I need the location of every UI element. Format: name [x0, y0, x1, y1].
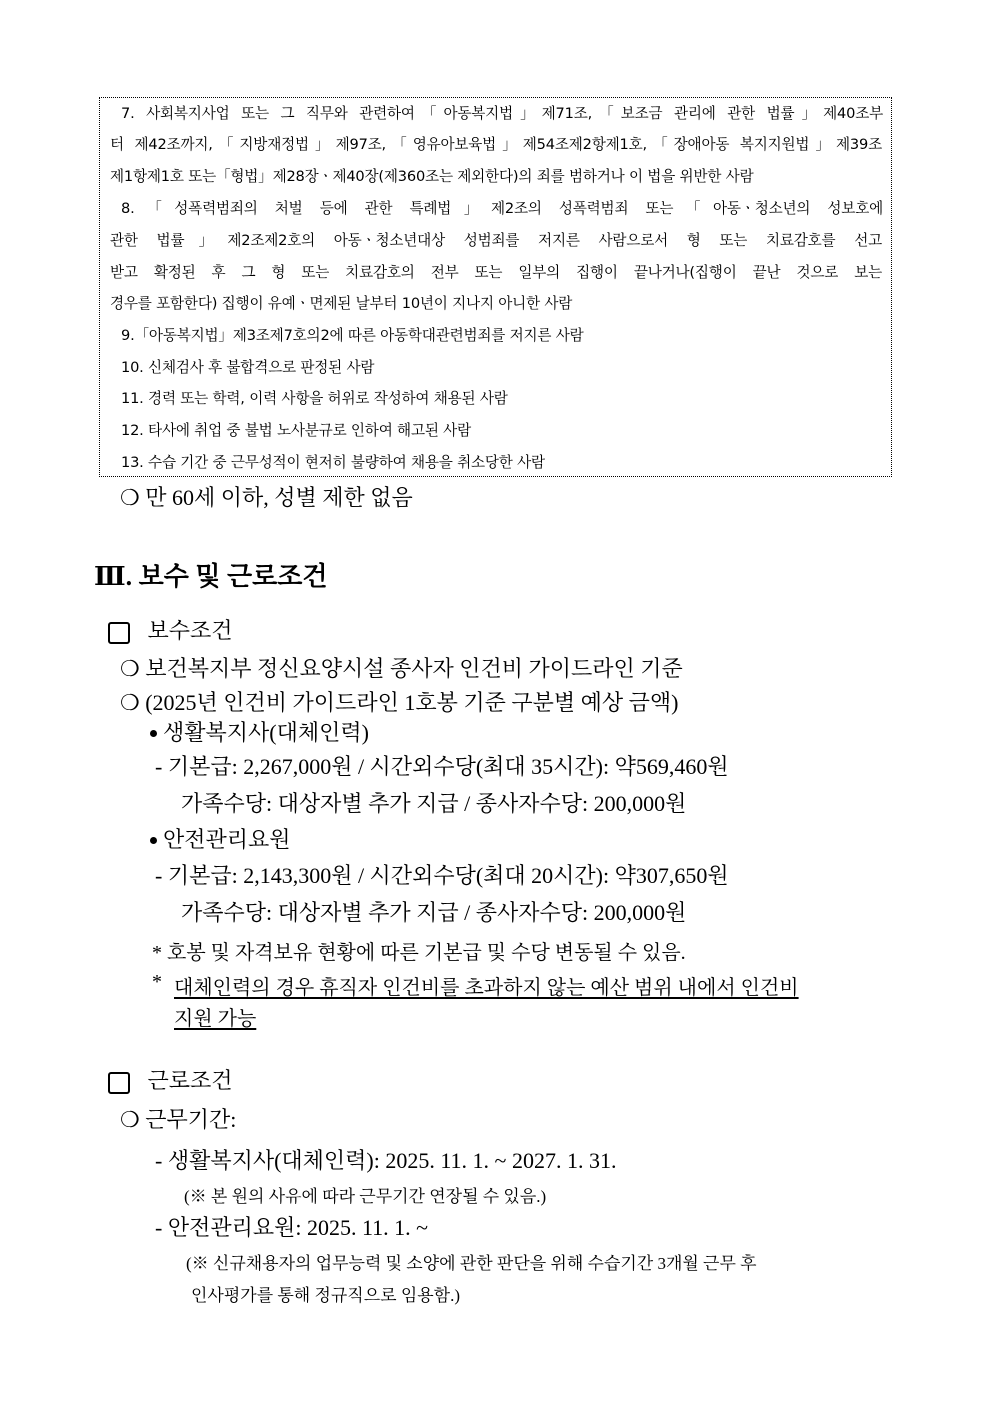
work-conditions-heading [108, 1064, 233, 1095]
disqualification-item-8-line1: 8.「성폭력범죄의 처벌 등에 관한 특례법」제2조의 성폭력범죄 또는「아동ㆍ청소년의 성보호에 [121, 200, 883, 217]
age-gender-note: ❍ 만 60세 이하, 성별 제한 없음 [120, 485, 413, 510]
disqualification-item-8-line2: 관한 법률」제2조제2호의 아동ㆍ청소년대상 성범죄를 저지른 사람으로서 형 또는 치료감호를 선고 [110, 232, 882, 249]
pay-note-substitute-line1: 대체인력의 경우 휴직자 인건비를 초과하지 않는 예산 범위 내에서 인건비 [174, 977, 799, 999]
work-period-role-2-note-line1: (※ 신규채용자의 업무능력 및 소양에 관한 판단을 위해 수습기간 3개월 근무 후 [186, 1254, 757, 1273]
work-conditions-heading-label: 근로조건 [147, 1068, 233, 1093]
pay-note-substitute-line2: 지원 가능 [174, 1008, 257, 1030]
disqualification-item-13: 13. 수습 기간 중 근무성적이 현저히 불량하여 채용을 취소당한 사람 [121, 454, 545, 471]
pay-conditions-heading-label: 보수조건 [147, 618, 233, 643]
work-period-label: ❍ 근무기간: [120, 1107, 237, 1132]
role-name: 생활복지사(대체인력) [163, 720, 369, 745]
disqualification-item-8-line3: 받고 확정된 후 그 형 또는 치료감호의 전부 또는 일부의 집행이 끝나거나(집행이 끝난 것으로 보는 [110, 264, 882, 281]
disqualification-item-12: 12. 타사에 취업 중 불법 노사분규로 인하여 해고된 사람 [121, 422, 471, 439]
disqualification-item-7-line3: 제1항제1호 또는「형법」제28장ㆍ제40장(제360조는 제외한다)의 죄를 범하거나 이 법을 위반한 사람 [110, 168, 754, 185]
pay-guideline-basis: ❍ 보건복지부 정신요양시설 종사자 인건비 가이드라인 기준 [120, 656, 683, 681]
disqualification-list-box [99, 97, 892, 477]
role-safety-officer [150, 823, 291, 854]
checkbox-square-icon [108, 1072, 130, 1094]
work-period-role-2-note-line2: 인사평가를 통해 정규직으로 임용함.) [191, 1286, 460, 1305]
work-period-role-1-note: (※ 본 원의 사유에 따라 근무기간 연장될 수 있음.) [184, 1187, 547, 1206]
pay-note-variation: * 호봉 및 자격보유 현황에 따른 기본급 및 수당 변동될 수 있음. [152, 942, 686, 964]
disqualification-item-10: 10. 신체검사 후 불합격으로 판정된 사람 [121, 359, 375, 376]
bullet-dot-icon [150, 730, 157, 737]
section-title: Ⅲ. 보수 및 근로조건 [94, 562, 328, 591]
work-period-role-1: - 생활복지사(대체인력): 2025. 11. 1. ~ 2027. 1. 31. [155, 1148, 617, 1173]
role-life-welfare-worker [150, 716, 369, 747]
pay-note-star: * [152, 971, 162, 993]
checkbox-square-icon [108, 622, 130, 644]
disqualification-item-11: 11. 경력 또는 학력, 이력 사항을 허위로 작성하여 채용된 사람 [121, 390, 508, 407]
pay-guideline-estimate: ❍ (2025년 인건비 가이드라인 1호봉 기준 구분별 예상 금액) [120, 690, 679, 715]
role-1-base-pay: - 기본급: 2,267,000원 / 시간외수당(최대 35시간): 약569,460원 [155, 754, 729, 779]
work-period-role-2: - 안전관리요원: 2025. 11. 1. ~ [155, 1215, 429, 1240]
role-2-allowances: 가족수당: 대상자별 추가 지급 / 종사자수당: 200,000원 [181, 900, 687, 925]
bullet-dot-icon [150, 837, 157, 844]
disqualification-item-9: 9.「아동복지법」제3조제7호의2에 따른 아동학대관련범죄를 저지른 사람 [121, 327, 584, 344]
disqualification-item-8-line4: 경우를 포함한다) 집행이 유예ㆍ면제된 날부터 10년이 지나지 아니한 사람 [110, 295, 573, 312]
disqualification-item-7-line2: 터 제42조까지,「지방재정법」제97조,「영유아보육법」제54조제2항제1호,「장애아동 복지지원법」제39조 [110, 136, 882, 153]
role-1-allowances: 가족수당: 대상자별 추가 지급 / 종사자수당: 200,000원 [181, 791, 687, 816]
role-2-base-pay: - 기본급: 2,143,300원 / 시간외수당(최대 20시간): 약307,650원 [155, 863, 729, 888]
disqualification-item-7-line1: 7. 사회복지사업 또는 그 직무와 관련하여「아동복지법」제71조,「보조금 관리에 관한 법률」제40조부 [121, 105, 883, 122]
role-name: 안전관리요원 [163, 827, 291, 852]
pay-conditions-heading [108, 614, 233, 645]
